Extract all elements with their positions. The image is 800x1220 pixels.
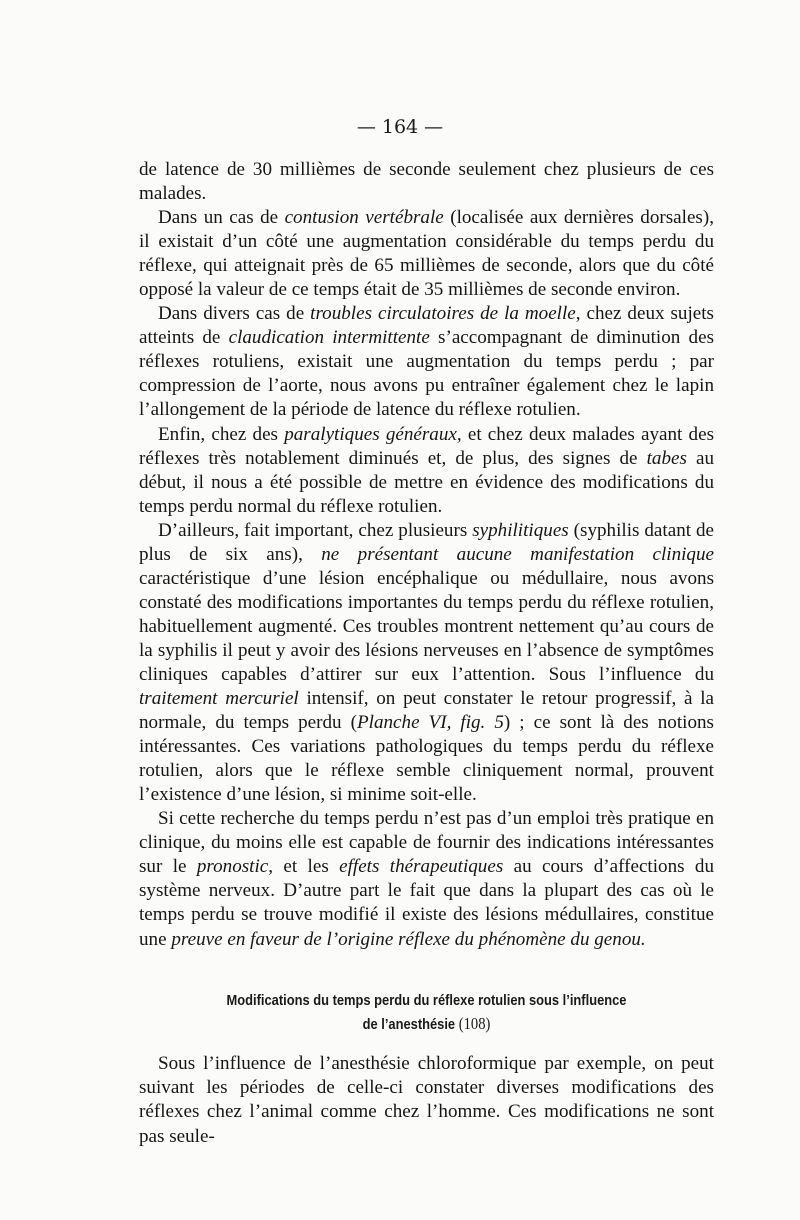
paragraph-5 — [139, 519, 714, 808]
paragraph-4 — [139, 423, 714, 519]
text-run: Dans divers cas de — [158, 303, 311, 325]
text-run: et les — [273, 856, 340, 878]
section-heading-line-1: Modifications du temps perdu du réflexe rotulien sous l’influence — [226, 992, 627, 1009]
page-number: — 164 — — [356, 116, 444, 138]
text-run: au cours d’affections du système nerveux. D’autre part le fait que dans la plupart des cas où le temps perdu se trouve modifié il existe des lésions médullaires, constitue une — [139, 856, 715, 950]
paragraph-3 — [139, 302, 714, 422]
italic-run: ne présentant aucune manifestation clinique — [321, 543, 714, 565]
italic-run: paralytiques généraux, — [284, 423, 462, 445]
paragraph-6 — [139, 807, 714, 951]
text-run: intensif, on peut constater le retour progressif, à la normale, du temps perdu ( — [139, 688, 714, 734]
italic-run: claudication intermittente — [228, 327, 430, 349]
italic-run: syphilitiques — [472, 519, 569, 541]
italic-run: Planche VI, fig. 5 — [356, 712, 504, 734]
body-text — [139, 158, 714, 952]
text-run: (localisée aux dernières dorsales), il existait d’un côté une augmentation considérable du temps perdu du réflexe, qui atteignait près de 65 millièmes de seconde, alors que du côté opposé la valeur de ce temps était de 35 millièmes de seconde environ. — [139, 207, 714, 301]
text-run: Si cette recherche du temps perdu n’est pas d’un emploi très pratique en clinique, du moins elle est capable de fournir des indications intéressantes sur le — [139, 808, 714, 878]
italic-run: preuve en faveur de l’origine réflexe du phénomène du genou. — [171, 928, 646, 950]
italic-run: pronostic, — [196, 856, 274, 878]
text-run: Dans un cas de — [158, 207, 285, 229]
italic-run: troubles circulatoires de la moelle — [310, 303, 576, 325]
text-run: ) ; ce sont là des notions intéressantes. Ces variations pathologiques du temps perdu du réflexe rotulien, alors que le réflexe semble cliniquement normal, prouvent l’existence d’une lésion, si minime soit-elle. — [139, 712, 714, 806]
text-run: s’accompagnant de diminution des réflexes rotuliens, existait une augmentation du temps perdu ; par compression de l’aorte, nous avons pu entraîner également chez le lapin l’allongement de la période de latence du réflexe rotulien. — [139, 327, 714, 421]
paragraph-2 — [139, 206, 714, 302]
section-heading — [179, 989, 674, 1036]
reference-number: (108) — [458, 1014, 491, 1033]
italic-run: traitement mercuriel — [139, 688, 299, 710]
text-run: et chez deux malades ayant des réflexes très notablement diminués et, de plus, des signes de — [139, 423, 714, 469]
italic-run: effets thérapeutiques — [339, 856, 504, 878]
section-heading-line-2: de l’anesthésie (108) — [362, 1014, 491, 1033]
text-run: de latence de 30 millièmes de seconde seulement chez plusieurs de ces malades. — [139, 159, 714, 205]
paragraph-7: Sous l’influence de l’anesthésie chloroformique par exemple, on peut suivant les périodes de celle-ci constater diverses modifications des réflexes chez l’animal comme chez l’homme. Ces modifications ne sont pas seule- — [139, 1053, 714, 1147]
text-run: caractéristique d’une lésion encéphalique ou médullaire, nous avons constaté des modifications importantes du temps perdu du réflexe rotulien, habituellement augmenté. Ces troubles montrent nettement qu’au cours de la syphilis il peut y avoir des lésions nerveuses en l’absence de symptômes cliniques capables d’attirer sur eux l’attention. Sous l’influence du — [139, 567, 714, 685]
text-run: au début, il nous a été possible de mettre en évidence des modifications du temps perdu normal du réflexe rotulien. — [139, 447, 715, 517]
text-run: D’ailleurs, fait important, chez plusieurs — [158, 519, 473, 541]
text-run: Enfin, chez des — [158, 423, 285, 445]
text-run: , chez deux sujets atteints de — [139, 303, 714, 349]
final-text — [139, 1052, 714, 1149]
italic-run: contusion vertébrale — [284, 207, 444, 229]
text-run: (syphilis datant de plus de six ans), — [139, 519, 715, 565]
paragraph-1 — [139, 158, 714, 206]
italic-run: tabes — [646, 447, 687, 469]
